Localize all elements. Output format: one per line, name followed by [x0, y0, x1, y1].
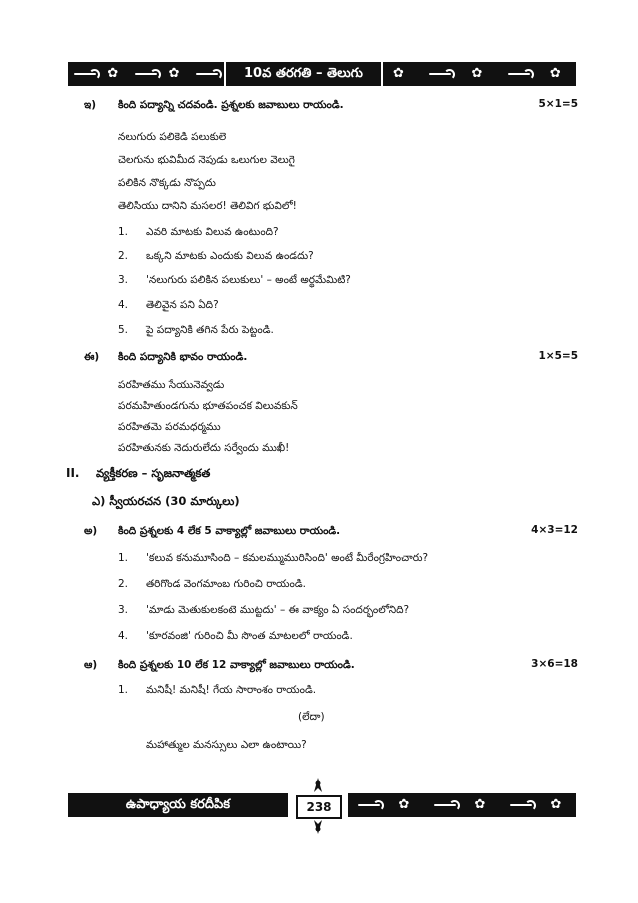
- flower-icon: [550, 68, 566, 80]
- section-question: కింది పద్యానికి భావం రాయండి.: [118, 351, 248, 363]
- section-marks: 4×3=12: [531, 524, 578, 536]
- footer-ornament: [348, 793, 576, 817]
- list-item: తరిగొండ వెంగమాంబ గురించి రాయండి.: [146, 578, 306, 590]
- item-number: 3.: [118, 604, 129, 616]
- poem-line: చెలగును భువిమీద నెపుడు ఒలుగుల వెలుగై: [118, 154, 295, 166]
- flower-icon: [475, 799, 491, 811]
- item-number: 4.: [118, 299, 129, 311]
- ornament-right: [383, 62, 576, 86]
- list-item: మనిషీ! మనిషీ! గేయ సారాంశం రాయండి.: [146, 684, 317, 696]
- flower-icon: [393, 68, 409, 80]
- part-title: వ్యక్తీకరణ – సృజనాత్మకత: [96, 466, 211, 480]
- section-label: అ): [84, 525, 98, 537]
- flower-icon: [551, 799, 567, 811]
- item-number: 4.: [118, 630, 129, 642]
- alternate-question: మహాత్ముల మనస్సులు ఎలా ఉంటాయి?: [146, 739, 307, 751]
- poem-line: పరమహితుండగును భూతపంచక విలువకున్: [118, 400, 298, 412]
- list-item: ఎవరి మాటకు విలువ ఉంటుంది?: [146, 226, 279, 238]
- section-label: ఆ): [84, 659, 98, 671]
- list-item: 'మాడు మెతుకులకంటె ముట్టదు' – ఈ వాక్యం ఏ సందర్భంలోనిది?: [146, 604, 410, 616]
- flower-icon: [471, 68, 487, 80]
- poem-line: పరహితమె పరమధర్మము: [118, 421, 221, 433]
- poem-line: తెలిసియు దానిని మసలర! తెలివిగ భువిలో!: [118, 200, 297, 212]
- header-banner: [68, 62, 576, 86]
- poem-line: నలుగురు పలికెడి పలుకులె: [118, 131, 227, 143]
- item-number: 1.: [118, 226, 129, 238]
- item-number: 2.: [118, 578, 129, 590]
- flower-icon: [399, 799, 415, 811]
- or-separator: (లేదా): [298, 711, 325, 723]
- section-question: కింది ప్రశ్నలకు 10 లేక 12 వాక్యాల్లో జవాబులు రాయండి.: [118, 659, 355, 671]
- item-number: 1.: [118, 552, 129, 564]
- swirl-icon: [358, 804, 380, 806]
- section-marks: 1×5=5: [538, 350, 578, 362]
- list-item: తెలివైన పని ఏది?: [146, 299, 219, 311]
- section-marks: 3×6=18: [531, 658, 578, 670]
- poem-line: పరహితునకు నెదురులేదు సర్వేందు ముఖీ!: [118, 442, 290, 454]
- section-question: కింది ప్రశ్నలకు 4 లేక 5 వాక్యాల్లో జవాబులు రాయండి.: [118, 525, 341, 537]
- swirl-icon: [434, 804, 456, 806]
- item-number: 3.: [118, 274, 129, 286]
- item-number: 1.: [118, 684, 129, 696]
- swirl-icon: [508, 73, 530, 75]
- page-number: 238: [296, 795, 342, 819]
- item-number: 2.: [118, 250, 129, 262]
- section-question: కింది పద్యాన్ని చదవండి. ప్రశ్నలకు జవాబులు రాయండి.: [118, 99, 344, 111]
- swirl-icon: [196, 73, 218, 75]
- poem-line: పలికిన నొక్కడు నొప్పదు: [118, 177, 216, 189]
- flower-icon: [169, 68, 185, 80]
- page-title: 10వ తరగతి – తెలుగు: [224, 62, 383, 86]
- swirl-icon: [510, 804, 532, 806]
- item-number: 5.: [118, 324, 129, 336]
- section-label: ఈ): [84, 351, 100, 363]
- section-marks: 5×1=5: [538, 98, 578, 110]
- list-item: 'కలువ కనుమూసింది – కమలమ్ముమురిసింది' అంటే మీరేంగ్రహించారు?: [146, 552, 429, 564]
- list-item: పై పద్యానికి తగిన పేరు పెట్టండి.: [146, 324, 274, 336]
- list-item: ఒక్కని మాటకు ఎందుకు విలువ ఉండదు?: [146, 250, 314, 262]
- poem-line: పరహితము సేయునెవ్వడు: [118, 379, 225, 391]
- swirl-icon: [135, 73, 157, 75]
- list-item: 'కూరవంజి' గురించి మీ సొంత మాటలలో రాయండి.: [146, 630, 353, 642]
- ornament-left: [68, 62, 224, 86]
- swirl-icon: [429, 73, 451, 75]
- footer-label: ఉపాధ్యాయ కరదీపిక: [68, 793, 288, 817]
- part-number: II.: [66, 466, 80, 480]
- flower-icon: [107, 68, 123, 80]
- list-item: 'నలుగురు పలికిన పలుకులు' – అంటే అర్థమేమిటి?: [146, 274, 351, 286]
- part-subtitle: ఎ) స్వీయరచన (30 మార్కులు): [92, 494, 240, 508]
- swirl-icon: [74, 73, 96, 75]
- section-label: ఇ): [84, 99, 97, 111]
